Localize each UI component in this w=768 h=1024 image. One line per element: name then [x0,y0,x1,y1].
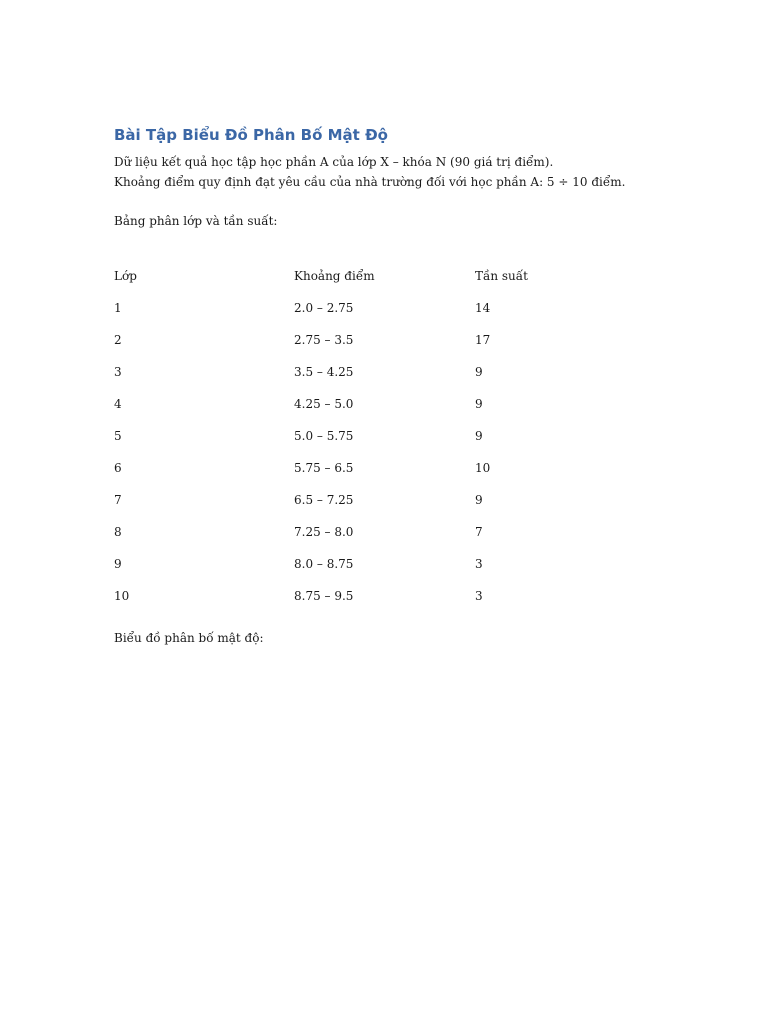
cell-class: 4 [114,397,122,411]
cell-class: 6 [114,461,122,475]
cell-frequency: 7 [475,525,483,539]
cell-frequency: 3 [475,557,483,571]
header-range: Khoảng điểm [294,269,375,283]
cell-frequency: 3 [475,589,483,603]
cell-class: 5 [114,429,122,443]
cell-frequency: 17 [475,333,491,347]
table-row [114,324,674,356]
cell-class: 10 [114,589,130,603]
header-class: Lớp [114,269,137,283]
table-row [114,516,674,548]
cell-frequency: 9 [475,493,483,507]
table-row [114,452,674,484]
table-row [114,292,674,324]
cell-class: 3 [114,365,122,379]
table-row [114,356,674,388]
table-caption: Bảng phân lớp và tần suất: [114,214,278,228]
table-header-row [114,260,674,292]
table-row [114,548,674,580]
cell-frequency: 14 [475,301,491,315]
cell-frequency: 9 [475,397,483,411]
header-frequency: Tần suất [475,269,528,283]
table-row [114,420,674,452]
cell-frequency: 9 [475,365,483,379]
cell-range: 2.75 – 3.5 [294,333,354,347]
cell-class: 1 [114,301,122,315]
cell-class: 8 [114,525,122,539]
document-page [114,124,674,648]
cell-class: 7 [114,493,122,507]
cell-range: 5.0 – 5.75 [294,429,354,443]
intro-line-2: Khoảng điểm quy định đạt yêu cầu của nhà trường đối với học phần A: 5 ÷ 10 điểm. [114,175,626,189]
cell-class: 9 [114,557,122,571]
cell-frequency: 10 [475,461,491,475]
intro-line-1: Dữ liệu kết quả học tập học phần A của lớp X – khóa N (90 giá trị điểm). [114,155,554,169]
frequency-table [114,260,674,612]
cell-frequency: 9 [475,429,483,443]
table-row [114,388,674,420]
cell-range: 8.0 – 8.75 [294,557,354,571]
cell-class: 2 [114,333,122,347]
cell-range: 5.75 – 6.5 [294,461,354,475]
table-row [114,484,674,516]
cell-range: 6.5 – 7.25 [294,493,354,507]
cell-range: 4.25 – 5.0 [294,397,354,411]
cell-range: 3.5 – 4.25 [294,365,354,379]
chart-caption: Biểu đồ phân bố mật độ: [114,631,264,645]
table-row [114,580,674,612]
cell-range: 7.25 – 8.0 [294,525,354,539]
cell-range: 2.0 – 2.75 [294,301,354,315]
document-title: Bài Tập Biểu Đồ Phân Bố Mật Độ [114,126,388,144]
cell-range: 8.75 – 9.5 [294,589,354,603]
